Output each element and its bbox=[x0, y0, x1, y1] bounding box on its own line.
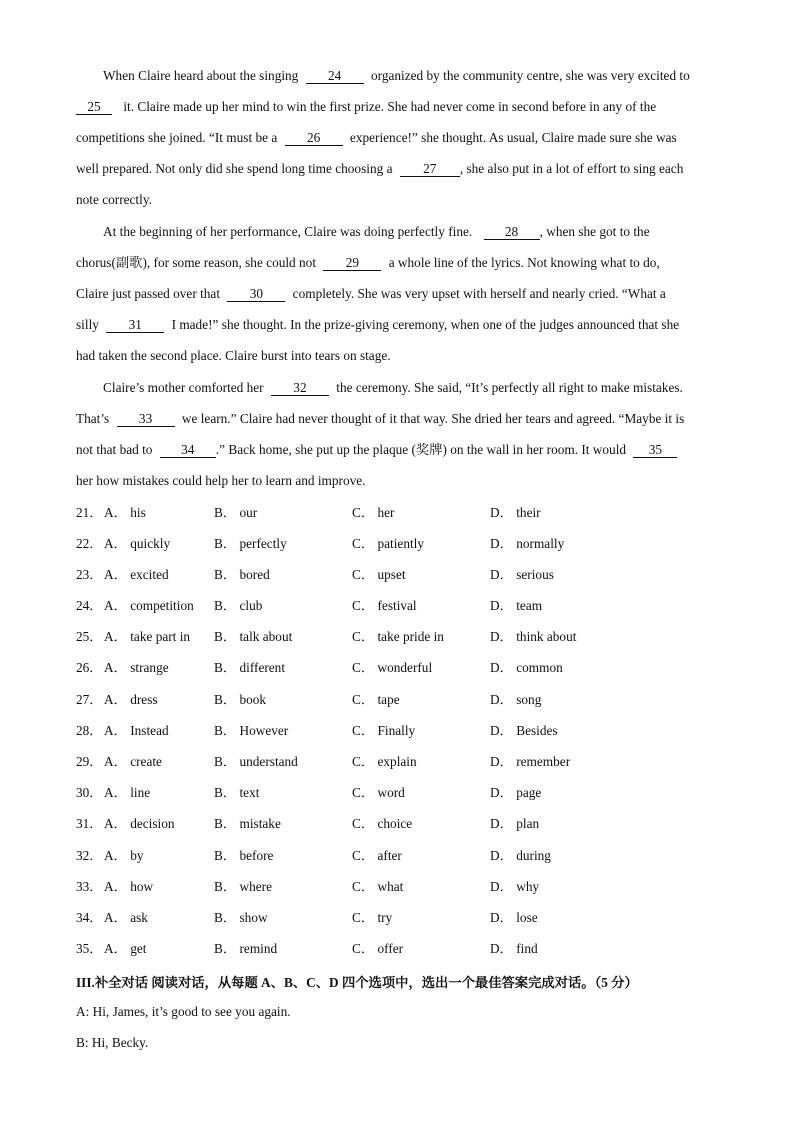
blank-29[interactable]: 29 bbox=[323, 256, 381, 271]
question-row-27 bbox=[76, 691, 716, 709]
question-row-22 bbox=[76, 535, 716, 553]
option-b[interactable]: B． different bbox=[214, 660, 286, 675]
question-number: 35． bbox=[76, 941, 103, 956]
blank-30[interactable]: 30 bbox=[227, 287, 285, 302]
option-d[interactable]: D． serious bbox=[490, 567, 554, 582]
question-number: 25． bbox=[76, 629, 103, 644]
blank-33[interactable]: 33 bbox=[117, 412, 175, 427]
question-number: 23． bbox=[76, 567, 103, 582]
question-row-32 bbox=[76, 847, 716, 865]
option-b[interactable]: B． show bbox=[214, 910, 268, 925]
question-number: 22． bbox=[76, 536, 103, 551]
blank-26[interactable]: 26 bbox=[285, 131, 343, 146]
option-c[interactable]: C． what bbox=[352, 879, 404, 894]
question-number: 28． bbox=[76, 723, 103, 738]
option-a[interactable]: A． how bbox=[104, 879, 154, 894]
option-c[interactable]: C． tape bbox=[352, 692, 400, 707]
option-b[interactable]: B． before bbox=[214, 848, 274, 863]
question-row-35 bbox=[76, 940, 716, 958]
option-c[interactable]: C． offer bbox=[352, 941, 404, 956]
blank-35[interactable]: 35 bbox=[633, 443, 677, 458]
option-d[interactable]: D． think about bbox=[490, 629, 577, 644]
option-a[interactable]: A． ask bbox=[104, 910, 148, 925]
question-row-31 bbox=[76, 815, 716, 833]
passage-line: competitions she joined. “It must be a 26 experience!” she thought. As usual, Claire made sure she was bbox=[76, 130, 677, 145]
option-a[interactable]: A． excited bbox=[104, 567, 169, 582]
blank-24[interactable]: 24 bbox=[306, 69, 364, 84]
option-d[interactable]: D． page bbox=[490, 785, 542, 800]
question-number: 27． bbox=[76, 692, 103, 707]
question-row-24 bbox=[76, 597, 716, 615]
blank-28[interactable]: 28 bbox=[484, 225, 540, 240]
passage-line: 25 it. Claire made up her mind to win the first prize. She had never come in second before in any of the bbox=[76, 99, 656, 115]
option-d[interactable]: D． find bbox=[490, 941, 538, 956]
passage-line: Claire’s mother comforted her 32 the ceremony. She said, “It’s perfectly all right to make mistakes. bbox=[103, 380, 683, 395]
option-c[interactable]: C． explain bbox=[352, 754, 417, 769]
question-number: 29． bbox=[76, 754, 103, 769]
dialogue-line-a: A: Hi, James, it’s good to see you again. bbox=[76, 1004, 291, 1019]
question-row-29 bbox=[76, 753, 716, 771]
passage-line: her how mistakes could help her to learn and improve. bbox=[76, 473, 366, 488]
option-b[interactable]: B． text bbox=[214, 785, 260, 800]
option-d[interactable]: D． remember bbox=[490, 754, 571, 769]
blank-25[interactable]: 25 bbox=[76, 100, 112, 115]
passage-line: not that bad to 34 .” Back home, she put up the plaque (奖牌) on the wall in her room. It would 35 bbox=[76, 442, 677, 458]
option-c[interactable]: C． upset bbox=[352, 567, 406, 582]
option-a[interactable]: A． strange bbox=[104, 660, 169, 675]
option-d[interactable]: D． plan bbox=[490, 816, 540, 831]
question-row-26 bbox=[76, 659, 716, 677]
passage-line: When Claire heard about the singing 24 organized by the community centre, she was very excited to bbox=[103, 68, 690, 83]
option-c[interactable]: C． after bbox=[352, 848, 402, 863]
option-b[interactable]: B． understand bbox=[214, 754, 298, 769]
option-a[interactable]: A． by bbox=[104, 848, 144, 863]
option-d[interactable]: D． song bbox=[490, 692, 542, 707]
option-a[interactable]: A． his bbox=[104, 505, 146, 520]
option-b[interactable]: B． perfectly bbox=[214, 536, 287, 551]
question-number: 31． bbox=[76, 816, 103, 831]
option-a[interactable]: A． competition bbox=[104, 598, 194, 613]
blank-27[interactable]: 27 bbox=[400, 162, 460, 177]
question-row-21 bbox=[76, 504, 716, 522]
passage-line: Claire just passed over that 30 completely. She was very upset with herself and nearly cried. “What a bbox=[76, 286, 666, 301]
question-row-34 bbox=[76, 909, 716, 927]
question-number: 21． bbox=[76, 505, 103, 520]
option-d[interactable]: D． lose bbox=[490, 910, 538, 925]
passage-line: had taken the second place. Claire burst into tears on stage. bbox=[76, 348, 391, 363]
question-number: 33． bbox=[76, 879, 103, 894]
option-d[interactable]: D． why bbox=[490, 879, 540, 894]
option-c[interactable]: C． try bbox=[352, 910, 393, 925]
blank-31[interactable]: 31 bbox=[106, 318, 164, 333]
passage-line: well prepared. Not only did she spend long time choosing a 27 , she also put in a lot of effort to sing each bbox=[76, 161, 684, 176]
option-b[interactable]: B． talk about bbox=[214, 629, 293, 644]
option-b[interactable]: B． book bbox=[214, 692, 267, 707]
option-d[interactable]: D． during bbox=[490, 848, 551, 863]
option-a[interactable]: A． line bbox=[104, 785, 151, 800]
passage-line: At the beginning of her performance, Claire was doing perfectly fine. 28 , when she got to the bbox=[103, 224, 650, 239]
option-c[interactable]: C． festival bbox=[352, 598, 417, 613]
option-c[interactable]: C． her bbox=[352, 505, 395, 520]
option-c[interactable]: C． patiently bbox=[352, 536, 425, 551]
option-d[interactable]: D． common bbox=[490, 660, 563, 675]
section-heading: III.补全对话 阅读对话，从每题 A、B、C、D 四个选项中，选出一个最佳答案完成对话。（5 分） bbox=[76, 975, 638, 990]
option-b[interactable]: B． our bbox=[214, 505, 258, 520]
option-c[interactable]: C． Finally bbox=[352, 723, 416, 738]
question-number: 34． bbox=[76, 910, 103, 925]
passage-line: note correctly. bbox=[76, 192, 152, 207]
option-b[interactable]: B． However bbox=[214, 723, 289, 738]
option-b[interactable]: B． bored bbox=[214, 567, 270, 582]
option-a[interactable]: A． quickly bbox=[104, 536, 171, 551]
option-d[interactable]: D． normally bbox=[490, 536, 565, 551]
blank-34[interactable]: 34 bbox=[160, 443, 216, 458]
question-row-30 bbox=[76, 784, 716, 802]
option-c[interactable]: C． wonderful bbox=[352, 660, 433, 675]
option-d[interactable]: D． Besides bbox=[490, 723, 558, 738]
passage-line: chorus(副歌), for some reason, she could not 29 a whole line of the lyrics. Not knowing what to do, bbox=[76, 255, 660, 270]
question-number: 24． bbox=[76, 598, 103, 613]
question-number: 32． bbox=[76, 848, 103, 863]
question-row-23 bbox=[76, 566, 716, 584]
question-row-25 bbox=[76, 628, 716, 646]
option-a[interactable]: A． decision bbox=[104, 816, 175, 831]
passage-line: silly 31 I made!” she thought. In the prize-giving ceremony, when one of the judges announced that she bbox=[76, 317, 680, 332]
option-d[interactable]: D． their bbox=[490, 505, 541, 520]
option-a[interactable]: A． get bbox=[104, 941, 147, 956]
question-row-28 bbox=[76, 722, 716, 740]
option-a[interactable]: A． dress bbox=[104, 692, 158, 707]
question-number: 26． bbox=[76, 660, 103, 675]
option-b[interactable]: B． where bbox=[214, 879, 272, 894]
passage-line: That’s 33 we learn.” Claire had never thought of it that way. She dried her tears and agreed. “Maybe it is bbox=[76, 411, 685, 426]
option-b[interactable]: B． club bbox=[214, 598, 263, 613]
option-d[interactable]: D． team bbox=[490, 598, 543, 613]
option-b[interactable]: B． remind bbox=[214, 941, 278, 956]
option-c[interactable]: C． take pride in bbox=[352, 629, 444, 644]
option-c[interactable]: C． word bbox=[352, 785, 405, 800]
question-number: 30． bbox=[76, 785, 103, 800]
question-row-33 bbox=[76, 878, 716, 896]
blank-32[interactable]: 32 bbox=[271, 381, 329, 396]
option-a[interactable]: A． Instead bbox=[104, 723, 169, 738]
option-c[interactable]: C． choice bbox=[352, 816, 413, 831]
dialogue-line-b: B: Hi, Becky. bbox=[76, 1035, 149, 1050]
option-a[interactable]: A． take part in bbox=[104, 629, 191, 644]
option-b[interactable]: B． mistake bbox=[214, 816, 281, 831]
option-a[interactable]: A． create bbox=[104, 754, 162, 769]
